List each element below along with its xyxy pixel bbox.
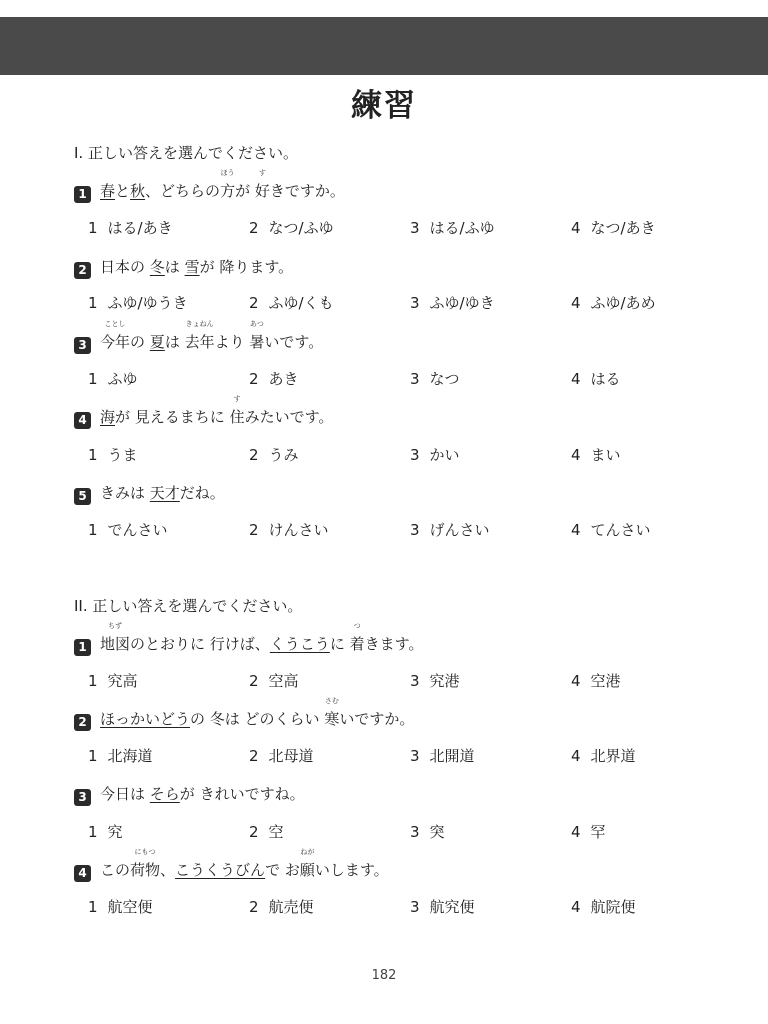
option-number: 3	[410, 446, 420, 464]
option-text: 北界道	[590, 747, 636, 765]
ruby-word	[299, 848, 315, 880]
option-text: ふゆ/ゆうき	[107, 294, 188, 312]
furigana: つ	[353, 622, 361, 630]
answer-option[interactable]	[88, 292, 188, 313]
question-1-4	[74, 395, 334, 429]
option-text: けんさい	[268, 521, 329, 539]
question-text: より	[214, 333, 250, 351]
option-number: 3	[410, 294, 420, 312]
option-number: 4	[571, 446, 581, 464]
answer-option[interactable]	[88, 519, 168, 540]
furigana: ちず	[108, 622, 122, 630]
question-number-badge: 1	[74, 186, 91, 203]
option-number: 4	[571, 747, 581, 765]
option-number: 4	[571, 521, 581, 539]
option-number: 1	[88, 521, 98, 539]
option-number: 4	[571, 898, 581, 916]
option-number: 2	[249, 672, 259, 690]
option-text: なつ/ふゆ	[268, 219, 334, 237]
option-number: 3	[410, 219, 420, 237]
option-text: うま	[107, 446, 138, 464]
answer-option[interactable]	[88, 368, 138, 389]
question-2-2	[74, 697, 415, 731]
answer-option[interactable]	[571, 368, 621, 389]
answer-option[interactable]	[88, 821, 123, 842]
ruby-base: 住	[229, 408, 245, 426]
section-1-heading: I. 正しい答えを選んでください。	[74, 144, 298, 162]
question-text: いですか。	[339, 710, 415, 728]
underlined-word: そら	[149, 785, 180, 803]
answer-option[interactable]	[88, 896, 153, 917]
underlined-word: 雪	[184, 258, 200, 276]
ruby-base: 荷物	[130, 861, 161, 879]
question-text: 、どちらの	[145, 182, 221, 200]
section-2-heading: II. 正しい答えを選んでください。	[74, 597, 303, 615]
answer-option[interactable]	[88, 444, 138, 465]
underlined-word: 海	[100, 408, 116, 426]
option-text: まい	[590, 446, 621, 464]
underlined-word: くうこう	[269, 635, 330, 653]
underlined-word: 冬	[149, 258, 165, 276]
answer-option[interactable]	[410, 292, 495, 313]
ruby-word	[184, 320, 215, 352]
option-number: 4	[571, 823, 581, 841]
option-number: 2	[249, 219, 259, 237]
option-number: 2	[249, 521, 259, 539]
option-number: 1	[88, 672, 98, 690]
question-text: きます。	[364, 635, 424, 653]
option-number: 3	[410, 521, 420, 539]
option-number: 3	[410, 898, 420, 916]
option-number: 4	[571, 294, 581, 312]
question-text: だね。	[179, 484, 225, 502]
option-text: なつ/あき	[590, 219, 656, 237]
option-text: 航売便	[268, 898, 314, 916]
answer-option[interactable]	[571, 217, 656, 238]
question-1-3	[74, 320, 324, 354]
option-number: 2	[249, 747, 259, 765]
question-text: の	[130, 333, 150, 351]
option-number: 1	[88, 747, 98, 765]
answer-option[interactable]	[249, 745, 314, 766]
question-text: みたいです。	[244, 408, 334, 426]
answer-option[interactable]	[410, 745, 475, 766]
option-text: ふゆ/ゆき	[429, 294, 495, 312]
question-2-3	[74, 783, 305, 806]
answer-option[interactable]	[249, 217, 334, 238]
question-text: が 見えるまちに	[115, 408, 230, 426]
answer-option[interactable]	[249, 519, 329, 540]
option-number: 3	[410, 370, 420, 388]
option-number: 3	[410, 747, 420, 765]
ruby-word	[249, 320, 265, 352]
question-text: で	[265, 861, 285, 879]
answer-option[interactable]	[571, 821, 606, 842]
option-text: ふゆ	[107, 370, 138, 388]
answer-option[interactable]	[249, 670, 299, 691]
question-1-2	[74, 256, 293, 279]
option-number: 1	[88, 446, 98, 464]
ruby-base: 去年	[184, 333, 215, 351]
option-number: 4	[571, 219, 581, 237]
question-text: きみは	[100, 484, 150, 502]
answer-option[interactable]	[571, 519, 651, 540]
ruby-base: 暑	[249, 333, 265, 351]
answer-option[interactable]	[249, 368, 299, 389]
ruby-base: 願	[299, 861, 315, 879]
furigana: ことし	[104, 320, 126, 328]
option-text: てんさい	[590, 521, 651, 539]
option-text: 究高	[107, 672, 138, 690]
ruby-base: 寒	[324, 710, 340, 728]
furigana: あつ	[249, 320, 264, 328]
option-number: 1	[88, 370, 98, 388]
underlined-word: ほっかいどう	[100, 710, 191, 728]
ruby-base: 方	[220, 182, 236, 200]
option-text: ふゆ/くも	[268, 294, 334, 312]
question-text: の 冬は どのくらい	[190, 710, 325, 728]
option-text: ふゆ/あめ	[590, 294, 656, 312]
question-number-badge: 2	[74, 262, 91, 279]
ruby-base: 着	[349, 635, 365, 653]
answer-option[interactable]	[249, 444, 299, 465]
page-number: 182	[371, 968, 397, 983]
underlined-word: 夏	[149, 333, 165, 351]
option-text: 北母道	[268, 747, 314, 765]
option-text: 空高	[268, 672, 299, 690]
option-text: げんさい	[429, 521, 490, 539]
question-1-5	[74, 482, 225, 505]
furigana: す	[233, 395, 241, 403]
answer-option[interactable]	[410, 519, 490, 540]
ruby-word	[100, 320, 131, 352]
answer-option[interactable]	[410, 444, 460, 465]
ruby-base: 今年	[100, 333, 131, 351]
answer-option[interactable]	[410, 896, 475, 917]
ruby-base: 地図	[100, 635, 131, 653]
option-text: 空港	[590, 672, 621, 690]
option-number: 1	[88, 823, 98, 841]
option-text: あき	[268, 370, 299, 388]
option-number: 4	[571, 672, 581, 690]
answer-option[interactable]	[410, 670, 460, 691]
answer-option[interactable]	[88, 745, 153, 766]
question-text: いです。	[264, 333, 324, 351]
answer-option[interactable]	[410, 368, 460, 389]
furigana: す	[258, 169, 266, 177]
option-text: 航究便	[429, 898, 475, 916]
answer-option[interactable]	[249, 292, 334, 313]
question-text: は	[164, 258, 185, 276]
question-text: 今日は	[100, 785, 150, 803]
question-text: きですか。	[269, 182, 345, 200]
option-text: はる	[590, 370, 621, 388]
answer-option[interactable]	[571, 670, 621, 691]
option-text: 北開道	[429, 747, 475, 765]
question-number-badge: 3	[74, 789, 91, 806]
question-text: この	[100, 861, 131, 879]
question-number-badge: 4	[74, 865, 91, 882]
answer-option[interactable]	[571, 896, 636, 917]
option-number: 2	[249, 446, 259, 464]
underlined-word: 春	[100, 182, 116, 200]
question-number-badge: 1	[74, 639, 91, 656]
option-text: 航院便	[590, 898, 636, 916]
question-text: が	[235, 182, 255, 200]
answer-option[interactable]	[410, 217, 495, 238]
question-text: 、	[160, 861, 176, 879]
question-number-badge: 3	[74, 337, 91, 354]
question-text: と	[115, 182, 131, 200]
furigana: きょねん	[185, 320, 214, 328]
option-number: 2	[249, 370, 259, 388]
option-text: なつ	[429, 370, 460, 388]
option-text: はる/ふゆ	[429, 219, 495, 237]
question-number-badge: 2	[74, 714, 91, 731]
underlined-word: 天才	[149, 484, 180, 502]
question-text: は	[164, 333, 185, 351]
option-text: 究	[107, 823, 123, 841]
answer-option[interactable]	[571, 444, 621, 465]
option-text: 北海道	[107, 747, 153, 765]
option-number: 1	[88, 898, 98, 916]
question-text: 日本の	[100, 258, 150, 276]
answer-option[interactable]	[571, 292, 656, 313]
question-number-badge: 5	[74, 488, 91, 505]
ruby-word	[229, 395, 245, 427]
option-text: 突	[429, 823, 445, 841]
question-text: お	[284, 861, 300, 879]
option-text: 究港	[429, 672, 460, 690]
ruby-word	[100, 622, 131, 654]
question-text: に	[329, 635, 350, 653]
option-number: 3	[410, 823, 420, 841]
option-number: 4	[571, 370, 581, 388]
ruby-word	[220, 169, 236, 201]
question-text: が 降ります。	[199, 258, 294, 276]
option-text: 罕	[590, 823, 606, 841]
ruby-base: 好	[254, 182, 270, 200]
option-text: 空	[268, 823, 284, 841]
ruby-word	[349, 622, 365, 654]
answer-option[interactable]	[88, 670, 138, 691]
question-2-4	[74, 848, 389, 882]
furigana: ねが	[300, 848, 315, 856]
option-number: 2	[249, 823, 259, 841]
answer-option[interactable]	[249, 896, 314, 917]
option-number: 3	[410, 672, 420, 690]
header-bar	[0, 17, 768, 75]
question-text: いします。	[314, 861, 389, 879]
option-text: でんさい	[107, 521, 168, 539]
option-text: うみ	[268, 446, 299, 464]
question-1-1	[74, 169, 345, 203]
option-number: 1	[88, 294, 98, 312]
option-number: 2	[249, 294, 259, 312]
page-title: 練習	[351, 88, 417, 124]
option-number: 1	[88, 219, 98, 237]
answer-option[interactable]	[249, 821, 284, 842]
ruby-word	[130, 848, 161, 880]
answer-option[interactable]	[571, 745, 636, 766]
ruby-word	[254, 169, 270, 201]
answer-option[interactable]	[410, 821, 445, 842]
furigana: さむ	[324, 697, 339, 705]
question-2-1	[74, 622, 424, 656]
question-text: のとおりに 行けば、	[130, 635, 270, 653]
option-text: かい	[429, 446, 460, 464]
option-text: 航空便	[107, 898, 153, 916]
ruby-word	[324, 697, 340, 729]
furigana: にもつ	[134, 848, 156, 856]
underlined-word: こうくうびん	[175, 861, 266, 879]
question-text: が きれいですね。	[179, 785, 305, 803]
option-text: はる/あき	[107, 219, 173, 237]
underlined-word: 秋	[130, 182, 146, 200]
furigana: ほう	[220, 169, 235, 177]
answer-option[interactable]	[88, 217, 173, 238]
option-number: 2	[249, 898, 259, 916]
question-number-badge: 4	[74, 412, 91, 429]
